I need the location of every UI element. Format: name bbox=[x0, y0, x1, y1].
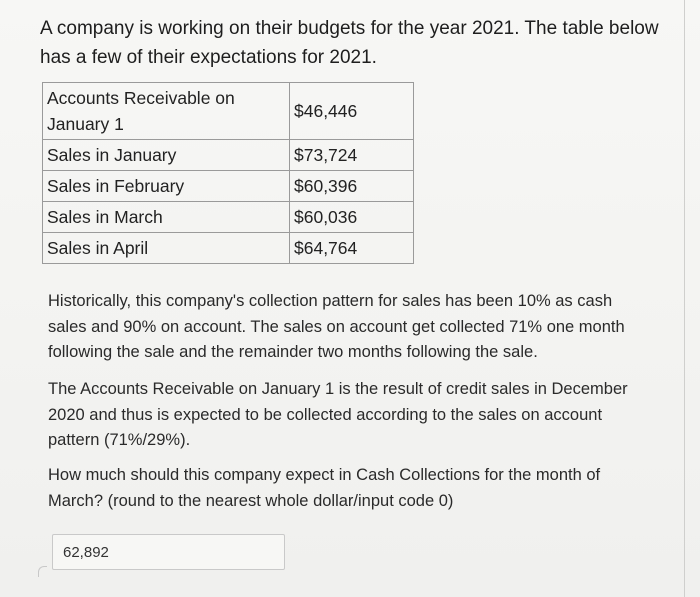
expectations-table bbox=[42, 82, 414, 264]
question-text: How much should this company expect in Cash Collections for the month of March? (round to the nearest whole dollar/input code 0) bbox=[48, 466, 601, 510]
page-divider bbox=[684, 0, 685, 597]
answer-input[interactable] bbox=[52, 534, 285, 570]
row-value: $73,724 bbox=[290, 140, 414, 171]
intro-text: A company is working on their budgets for the year 2021. The table below has a few of their expectations for 2021. bbox=[40, 18, 659, 68]
row-label: Sales in February bbox=[43, 171, 290, 202]
table-row bbox=[43, 140, 414, 171]
row-label: Sales in March bbox=[43, 202, 290, 233]
table-row bbox=[43, 171, 414, 202]
table-row bbox=[43, 202, 414, 233]
row-value: $60,036 bbox=[290, 202, 414, 233]
row-label: Sales in January bbox=[43, 140, 290, 171]
row-value: $64,764 bbox=[290, 233, 414, 264]
row-value: $60,396 bbox=[290, 171, 414, 202]
row-label: Sales in April bbox=[43, 233, 290, 264]
resize-mark bbox=[38, 566, 47, 577]
collection-pattern-text: Historically, this company's collection pattern for sales has been 10% as cash sales and 90% on account. The sales on account get collected 71% one month following the sale and the remainder two months following the sale. bbox=[48, 292, 625, 361]
table-row bbox=[43, 83, 414, 140]
table-row bbox=[43, 233, 414, 264]
row-label: Accounts Receivable on January 1 bbox=[43, 83, 290, 140]
accounts-receivable-text: The Accounts Receivable on January 1 is the result of credit sales in December 2020 and thus is expected to be collected according to the sales on account pattern (71%/29%). bbox=[48, 380, 628, 449]
row-value: $46,446 bbox=[290, 83, 414, 140]
